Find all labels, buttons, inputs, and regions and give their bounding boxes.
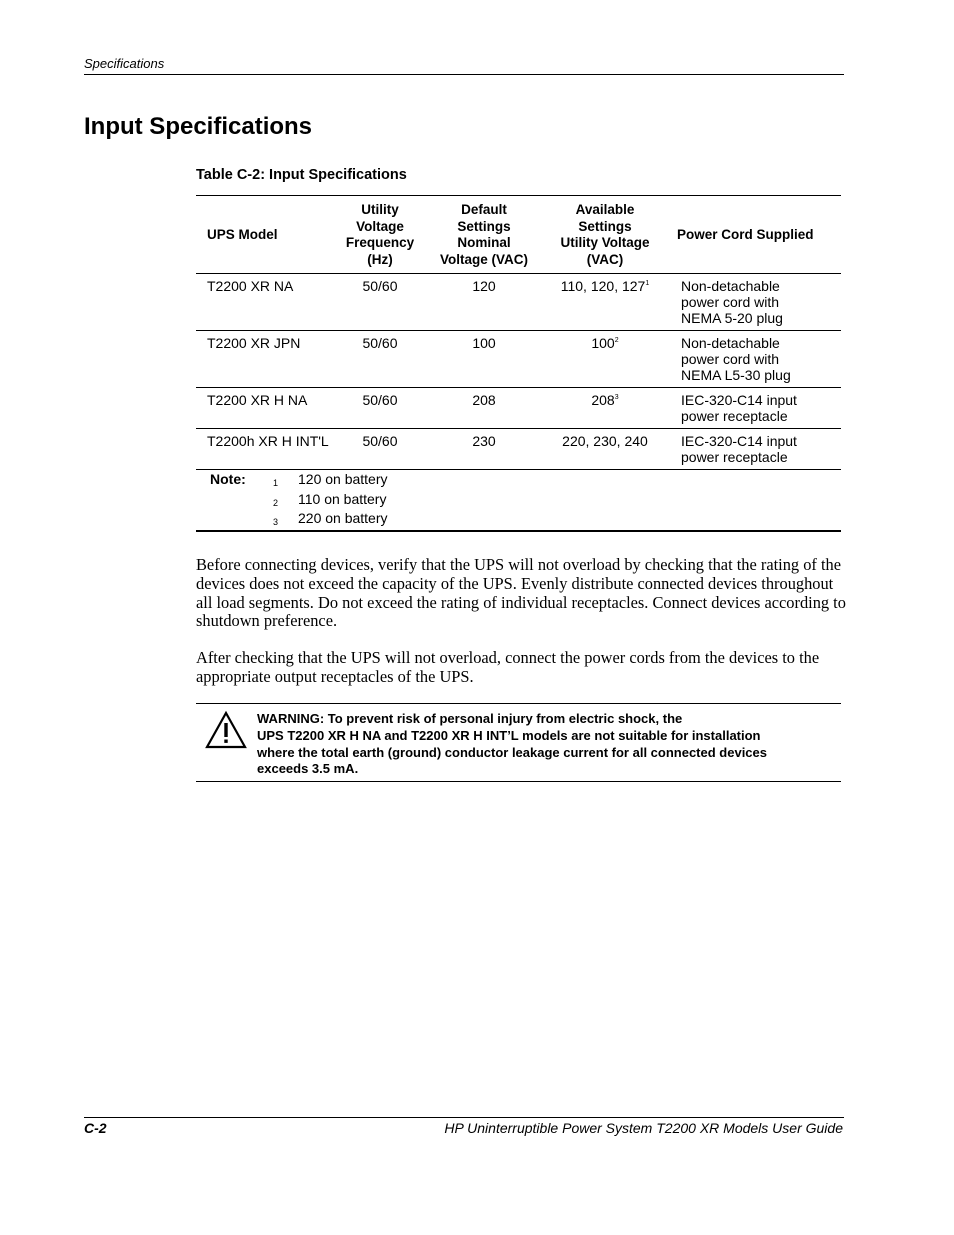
cell-frequency: 50/60: [333, 331, 427, 388]
input-specifications-table: [196, 195, 841, 532]
guide-title: HP Uninterruptible Power System T2200 XR Models User Guide: [444, 1120, 843, 1136]
header-power-cord: Power Cord Supplied: [669, 196, 841, 274]
body-paragraph: Before connecting devices, verify that the UPS will not overload by checking that the rating of the devices does not exceed the capacity of the UPS. Evenly distribute connected devices throughout all load segments. Do not exceed the rating of individual receptacles. Connect devices according to shutdown preference.: [196, 555, 846, 631]
footer-rule: [84, 1117, 844, 1118]
body-paragraph: After checking that the UPS will not overload, connect the power cords from the devices to the appropriate output receptacles of the UPS.: [196, 648, 820, 686]
table-row: [196, 274, 841, 331]
cell-available: 220, 230, 240: [541, 429, 669, 470]
cell-power-cord: IEC-320-C14 input power receptacle: [669, 388, 841, 429]
cell-available: $208^3$: [541, 388, 669, 429]
running-header: Specifications: [84, 56, 165, 71]
table-caption: Table C-2: Input Specifications: [196, 167, 407, 183]
note-label: Note:: [210, 471, 246, 487]
header-frequency: Utility Voltage Frequency (Hz): [333, 196, 427, 274]
header-ups-model: UPS Model: [196, 196, 333, 274]
warning-box: [196, 703, 841, 782]
table-row: [196, 429, 841, 470]
cell-frequency: 50/60: [333, 274, 427, 331]
table-row: [196, 388, 841, 429]
cell-power-cord: Non-detachable power cord with NEMA L5-30 plug: [669, 331, 841, 388]
table-notes: [196, 470, 841, 530]
cell-nominal: 120: [427, 274, 541, 331]
note-number: 3: [273, 517, 279, 527]
note-text: 120 on battery: [298, 471, 388, 487]
page-number: C-2: [84, 1120, 107, 1136]
page-title: Input Specifications: [84, 113, 313, 140]
table-row: [196, 331, 841, 388]
table-notes-row: [196, 470, 841, 532]
note-number: 2: [273, 498, 279, 508]
cell-nominal: 100: [427, 331, 541, 388]
cell-model: T2200 XR JPN: [196, 331, 333, 388]
footnote-ref: 1: [645, 280, 650, 287]
header-available-voltage: Available Settings Utility Voltage (VAC): [541, 196, 669, 274]
cell-frequency: 50/60: [333, 429, 427, 470]
cell-frequency: 50/60: [333, 388, 427, 429]
note-text: 110 on battery: [298, 491, 387, 507]
cell-power-cord: Non-detachable power cord with NEMA 5-20 plug: [669, 274, 841, 331]
cell-available: 110, 120, $127^1$: [541, 274, 669, 331]
cell-model: T2200 XR NA: [196, 274, 333, 331]
note-number: 1: [273, 478, 279, 488]
cell-nominal: 230: [427, 429, 541, 470]
warning-triangle-icon: [204, 710, 248, 750]
header-nominal-voltage: Default Settings Nominal Voltage (VAC): [427, 196, 541, 274]
cell-power-cord: IEC-320-C14 input power receptacle: [669, 429, 841, 470]
table-header-row: [196, 196, 841, 274]
header-rule: [84, 74, 844, 75]
cell-model: T2200h XR H INT'L: [196, 429, 333, 470]
footnote-ref: 3: [614, 394, 619, 401]
footnote-ref: 2: [614, 337, 619, 344]
cell-model: T2200 XR H NA: [196, 388, 333, 429]
note-text: 220 on battery: [298, 510, 388, 526]
cell-available: $100^2$: [541, 331, 669, 388]
warning-text: WARNING: To prevent risk of personal injury from electric shock, the UPS T2200 XR H NA and T2200 XR H INT’L models are not suitable for installation where the total earth (ground) conductor leakage current for all connected devices exceeds 3.5 mA.: [257, 711, 767, 777]
cell-nominal: 208: [427, 388, 541, 429]
